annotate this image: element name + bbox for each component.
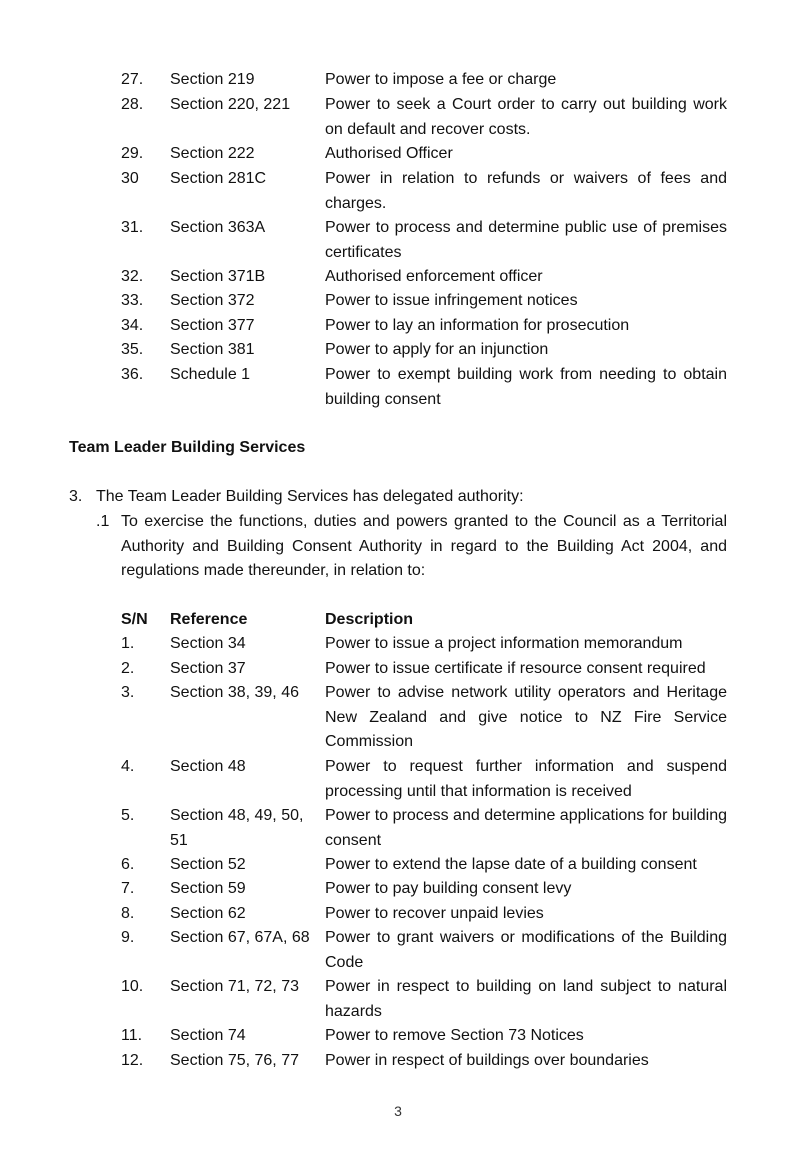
item-reference: Section 71, 72, 73 — [170, 978, 299, 995]
subparagraph-number: .1 — [96, 513, 110, 530]
item-reference: Section 75, 76, 77 — [170, 1052, 299, 1069]
item-number: 28. — [121, 96, 144, 113]
item-description: Power to issue a project information memorandum — [325, 635, 683, 652]
item-reference: Section 381 — [170, 341, 255, 358]
item-description: Power to issue certificate if resource consent required — [325, 660, 706, 677]
item-description: Power to seek a Court order to carry out building work on default and recover costs. — [325, 96, 727, 138]
item-reference: Section 377 — [170, 317, 255, 334]
section-heading: Team Leader Building Services — [69, 439, 306, 456]
item-number: 35. — [121, 341, 144, 358]
page-number: 3 — [394, 1103, 402, 1119]
paragraph-text: The Team Leader Building Services has delegated authority: — [96, 488, 524, 505]
header-sn: S/N — [121, 611, 148, 628]
item-number: 12. — [121, 1052, 144, 1069]
item-reference: Section 48 — [170, 758, 246, 775]
item-number: 9. — [121, 929, 135, 946]
item-reference: Section 62 — [170, 905, 246, 922]
header-description: Description — [325, 611, 414, 628]
item-description: Power to process and determine applications for building consent — [325, 807, 728, 849]
item-number: 4. — [121, 758, 135, 775]
item-number: 8. — [121, 905, 135, 922]
item-number: 1. — [121, 635, 135, 652]
item-description: Power to issue infringement notices — [325, 292, 578, 309]
item-number: 2. — [121, 660, 135, 677]
item-number: 31. — [121, 219, 144, 236]
item-number: 3. — [121, 684, 135, 701]
item-description: Power to advise network utility operators and Heritage New Zealand and give notice to NZ Fire Service Commission — [325, 684, 727, 750]
item-description: Power to lay an information for prosecution — [325, 317, 630, 334]
item-reference: Section 48, 49, 50, 51 — [170, 807, 304, 849]
item-number: 30 — [121, 170, 139, 187]
item-reference: Section 37 — [170, 660, 246, 677]
item-reference: Section 363A — [170, 219, 266, 236]
item-number: 27. — [121, 71, 144, 88]
item-number: 10. — [121, 978, 144, 995]
item-description: Power to recover unpaid levies — [325, 905, 544, 922]
item-description: Power to grant waivers or modifications of the Building Code — [325, 929, 727, 971]
subparagraph-text: To exercise the functions, duties and powers granted to the Council as a Territorial Authority and Building Consent Authority in regard to the Building Act 2004, and regulations made thereunder, in relation to: — [121, 513, 727, 579]
item-number: 29. — [121, 145, 144, 162]
item-number: 32. — [121, 268, 144, 285]
item-description: Authorised Officer — [325, 145, 453, 162]
item-description: Power to impose a fee or charge — [325, 71, 557, 88]
item-description: Power in respect to building on land subject to natural hazards — [325, 978, 727, 1020]
item-reference: Schedule 1 — [170, 366, 251, 383]
item-reference: Section 220, 221 — [170, 96, 291, 113]
item-description: Power to apply for an injunction — [325, 341, 549, 358]
item-reference: Section 372 — [170, 292, 255, 309]
item-reference: Section 34 — [170, 635, 246, 652]
item-description: Power to exempt building work from needing to obtain building consent — [325, 366, 727, 408]
item-reference: Section 38, 39, 46 — [170, 684, 299, 701]
item-number: 36. — [121, 366, 144, 383]
item-description: Power to request further information and suspend processing until that information is received — [325, 758, 727, 800]
item-description: Power to extend the lapse date of a building consent — [325, 856, 697, 873]
item-reference: Section 222 — [170, 145, 255, 162]
item-description: Power to process and determine public use of premises certificates — [325, 219, 727, 261]
item-number: 6. — [121, 856, 135, 873]
paragraph-number: 3. — [69, 488, 83, 505]
item-number: 5. — [121, 807, 135, 824]
header-reference: Reference — [170, 611, 248, 628]
item-description: Power to remove Section 73 Notices — [325, 1027, 584, 1044]
item-description: Power to pay building consent levy — [325, 880, 572, 897]
item-reference: Section 371B — [170, 268, 266, 285]
item-number: 11. — [121, 1027, 143, 1044]
item-reference: Section 59 — [170, 880, 246, 897]
item-description: Power in relation to refunds or waivers of fees and charges. — [325, 170, 727, 212]
item-description: Power in respect of buildings over boundaries — [325, 1052, 649, 1069]
item-reference: Section 52 — [170, 856, 246, 873]
item-number: 7. — [121, 880, 135, 897]
item-reference: Section 67, 67A, 68 — [170, 929, 310, 946]
item-reference: Section 74 — [170, 1027, 246, 1044]
item-number: 34. — [121, 317, 144, 334]
item-reference: Section 281C — [170, 170, 267, 187]
item-reference: Section 219 — [170, 71, 255, 88]
item-description: Authorised enforcement officer — [325, 268, 543, 285]
item-number: 33. — [121, 292, 144, 309]
